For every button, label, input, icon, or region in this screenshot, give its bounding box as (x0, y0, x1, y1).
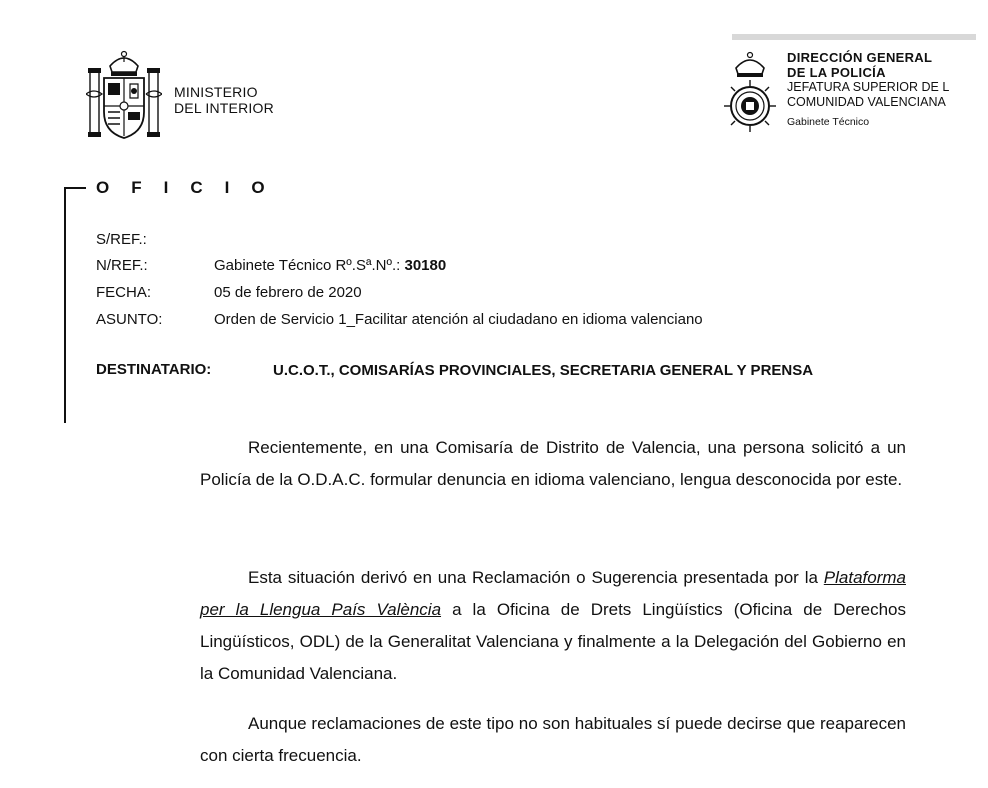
police-badge-icon (722, 50, 778, 132)
nref-text: Gabinete Técnico Rº.Sª.Nº.: (214, 257, 405, 274)
paragraph-2-end: a la Oficina de Drets Lingüístics (Oficina de Derechos Lingüísticos, ODL) de la Generalitat Valenciana y finalmente a la Delegación del Gobierno en la Comunidad Valenciana. (200, 600, 906, 683)
body-paragraph-2 (200, 562, 906, 690)
destinatario-label: DESTINATARIO: (96, 361, 212, 378)
police-title-line1: DIRECCIÓN GENERAL (787, 50, 933, 65)
police-title-line2: DE LA POLICÍA (787, 65, 886, 80)
asunto-label: ASUNTO: (96, 311, 163, 328)
destinatario-value: U.C.O.T., COMISARÍAS PROVINCIALES, SECRETARIA GENERAL Y PRENSA (273, 362, 814, 379)
oficio-bracket-horizontal (64, 187, 86, 189)
spanish-coat-of-arms-icon (86, 48, 162, 144)
sref-label: S/REF.: (96, 231, 147, 248)
nref-value (214, 257, 446, 274)
police-header (787, 50, 949, 130)
body-paragraph-3: Aunque reclamaciones de este tipo no son habituales sí puede decirse que reaparecen con cierta frecuencia. (200, 714, 906, 765)
nref-label: N/REF.: (96, 257, 148, 274)
police-sub-line2: COMUNIDAD VALENCIANA (787, 95, 946, 109)
body-paragraph-1: Recientemente, en una Comisaría de Distrito de Valencia, una persona solicitó a un Policía de la O.D.A.C. formular denuncia en idioma valenciano, lengua desconocida por este. (200, 438, 906, 489)
police-office: Gabinete Técnico (787, 116, 870, 128)
plataforma-reference: Plataforma per la Llengua País València (200, 568, 906, 619)
ministry-line1: MINISTERIO (174, 84, 258, 100)
fecha-value: 05 de febrero de 2020 (214, 284, 362, 301)
fecha-label: FECHA: (96, 284, 152, 301)
nref-number: 30180 (404, 257, 447, 274)
header-divider-bar (732, 34, 976, 40)
police-sub-line1: JEFATURA SUPERIOR DE L (787, 80, 950, 94)
ministry-line2: DEL INTERIOR (174, 100, 274, 116)
ministry-name (174, 84, 274, 116)
asunto-value: Orden de Servicio 1_Facilitar atención al ciudadano en idioma valenciano (214, 311, 703, 328)
paragraph-2-start: Esta situación derivó en una Reclamación o Sugerencia presentada por la (248, 568, 824, 587)
oficio-bracket-vertical (64, 187, 66, 423)
document-type-heading: OFICIO (96, 178, 287, 197)
